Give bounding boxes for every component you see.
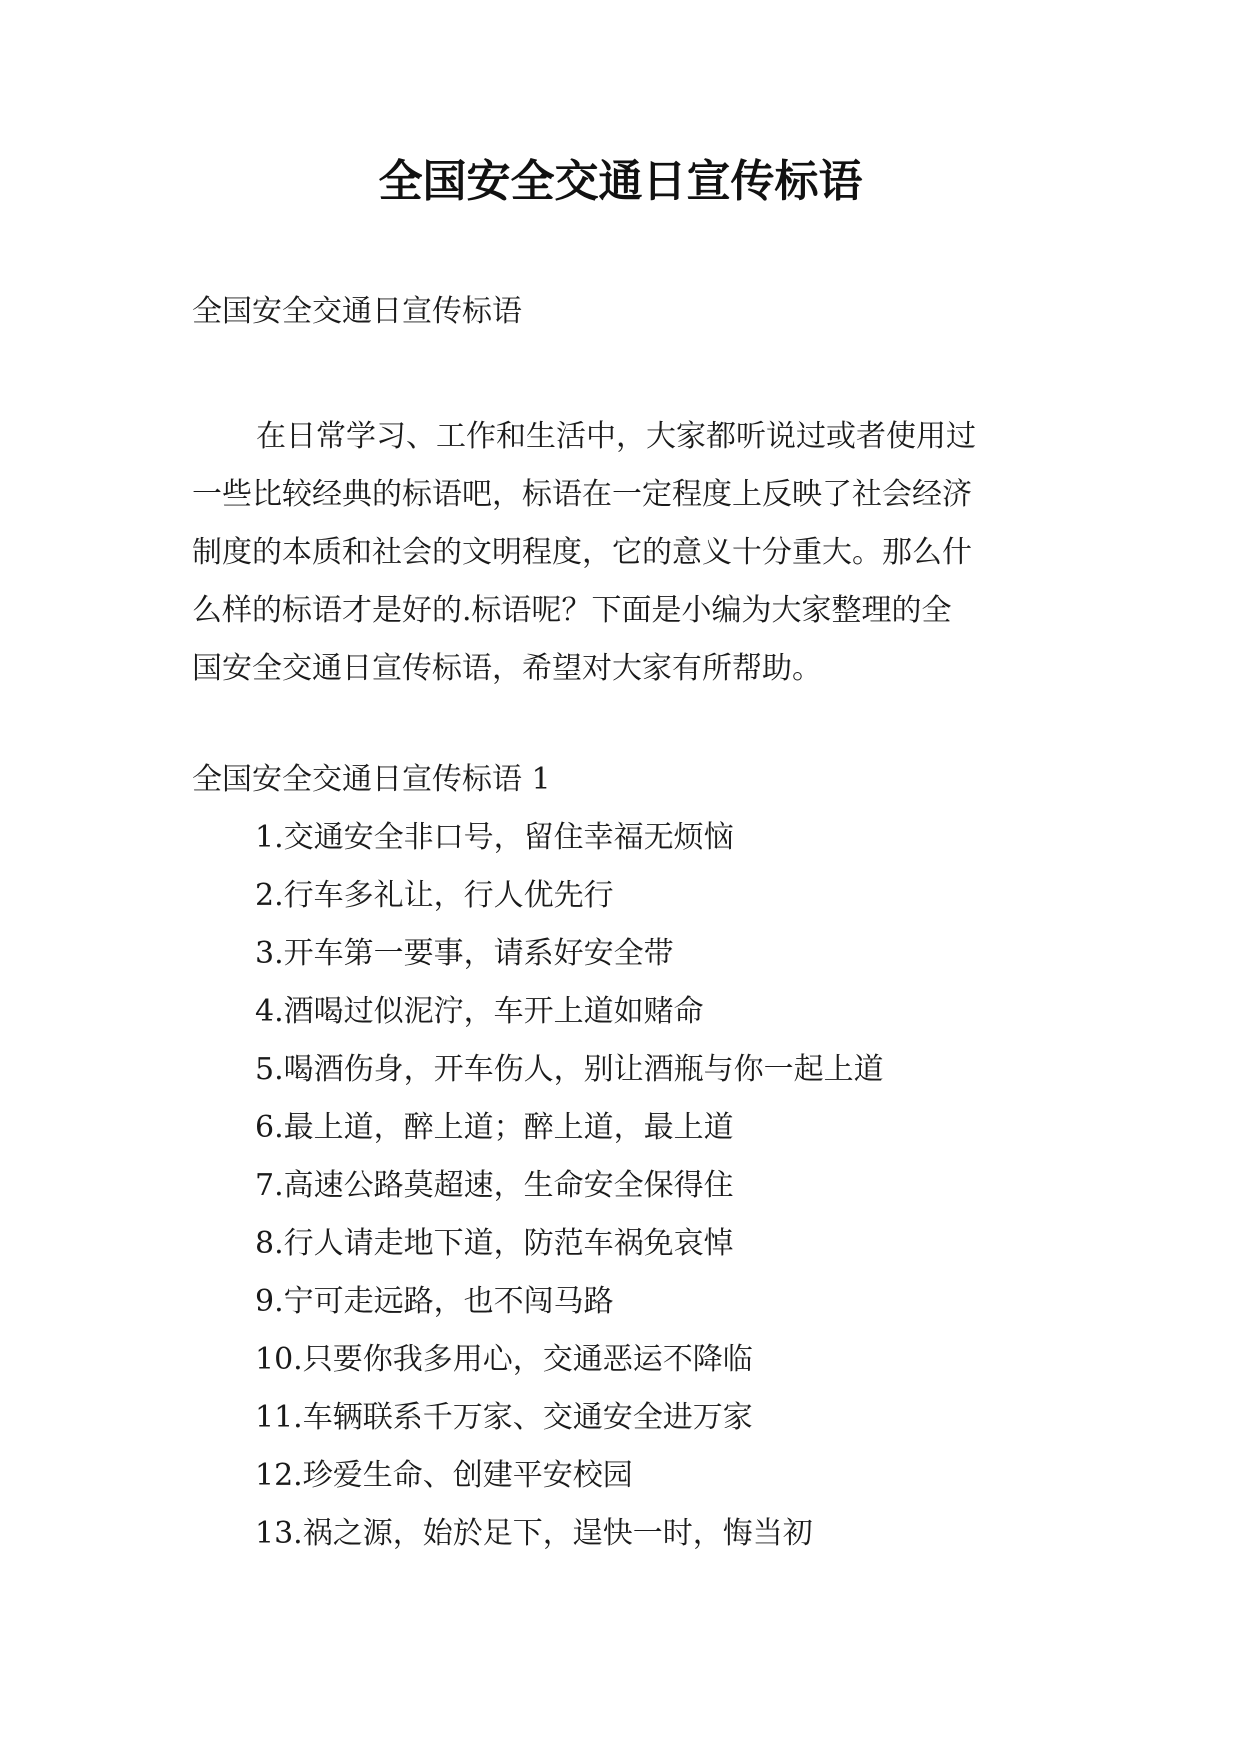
slogan-item: 7.高速公路莫超速，生命安全保得住 <box>255 1168 734 1203</box>
slogan-list <box>255 818 884 1572</box>
slogan-item: 8.行人请走地下道，防范车祸免哀悼 <box>255 1226 734 1261</box>
slogan-item: 12.珍爱生命、创建平安校园 <box>255 1458 633 1493</box>
slogan-item: 5.喝酒伤身，开车伤人，别让酒瓶与你一起上道 <box>255 1052 884 1087</box>
slogan-item: 6.最上道，醉上道；醉上道，最上道 <box>255 1110 734 1145</box>
slogan-item: 11.车辆联系千万家、交通安全进万家 <box>255 1400 753 1435</box>
document-subtitle: 全国安全交通日宣传标语 <box>192 294 522 329</box>
slogan-item: 9.宁可走远路，也不闯马路 <box>255 1284 614 1319</box>
intro-line: 在日常学习、工作和生活中，大家都听说过或者使用过 <box>256 419 976 454</box>
intro-line: 制度的本质和社会的文明程度，它的意义十分重大。那么什 <box>192 535 972 570</box>
slogan-item: 10.只要你我多用心，交通恶运不降临 <box>255 1342 753 1377</box>
slogan-item: 3.开车第一要事，请系好安全带 <box>255 936 674 971</box>
intro-line: 么样的标语才是好的.标语呢？下面是小编为大家整理的全 <box>192 593 952 628</box>
document-title: 全国安全交通日宣传标语 <box>378 156 863 207</box>
slogan-item: 1.交通安全非口号，留住幸福无烦恼 <box>255 820 734 855</box>
slogan-item: 2.行车多礼让，行人优先行 <box>255 878 614 913</box>
slogan-item: 4.酒喝过似泥泞，车开上道如赌命 <box>255 994 704 1029</box>
slogan-item: 13.祸之源，始於足下，逞快一时，悔当初 <box>255 1516 813 1551</box>
intro-line: 一些比较经典的标语吧，标语在一定程度上反映了社会经济 <box>192 477 972 512</box>
intro-paragraph <box>192 408 1062 698</box>
intro-line: 国安全交通日宣传标语，希望对大家有所帮助。 <box>192 651 822 686</box>
section-heading: 全国安全交通日宣传标语 1 <box>192 762 551 797</box>
